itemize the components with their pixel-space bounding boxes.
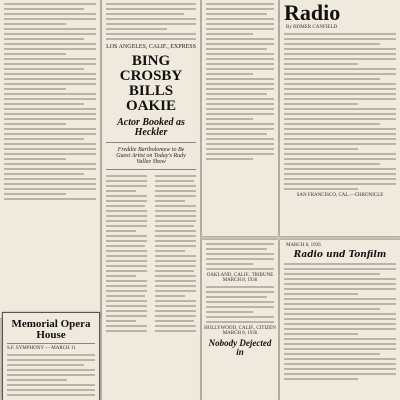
crosby-dateline: LOS ANGELES, CALIF., EXPRESS (106, 44, 196, 50)
citizen-headline: Nobody Dejected in (208, 338, 272, 357)
citizen-date: MARCH 8, 1936 (222, 331, 258, 336)
radio-dateline: SAN FRANCISCO, CAL.—CHRONICLE (296, 193, 384, 198)
citizen-dateline: HOLLYWOOD, CALIF., CITIZEN (204, 326, 276, 331)
opera-box-line: S.F. SYMPHONY — MARCH 11 (7, 346, 76, 351)
crosby-subhead: Actor Booked as Heckler (117, 117, 185, 138)
clipping-german (280, 240, 400, 400)
mid-date: MARCH 8, 1936 (222, 278, 258, 283)
clipping-radio (280, 0, 400, 236)
radio-byline: By HOMER CANFIELD (286, 25, 338, 30)
clipping-left-top (0, 0, 100, 318)
radio-headline: Radio (284, 0, 341, 25)
crosby-deck: Freddie Bartholomew to Be Guest Artist on Today's Rudy Vallee Show (116, 147, 186, 165)
clipping-bottom-mid (202, 240, 278, 400)
opera-box-title: Memorial Opera House (11, 318, 91, 341)
mid-dateline: OAKLAND, CALIF., TRIBUNE (206, 273, 274, 278)
german-headline: Radio und Tonfilm (293, 250, 387, 260)
german-date: MARCH 8, 1936 (286, 243, 321, 248)
clipping-middle (202, 0, 278, 236)
crosby-headline: BING CROSBY BILLS OAKIE (119, 53, 183, 114)
clipping-crosby (102, 0, 200, 400)
clipping-opera-box (2, 312, 100, 400)
